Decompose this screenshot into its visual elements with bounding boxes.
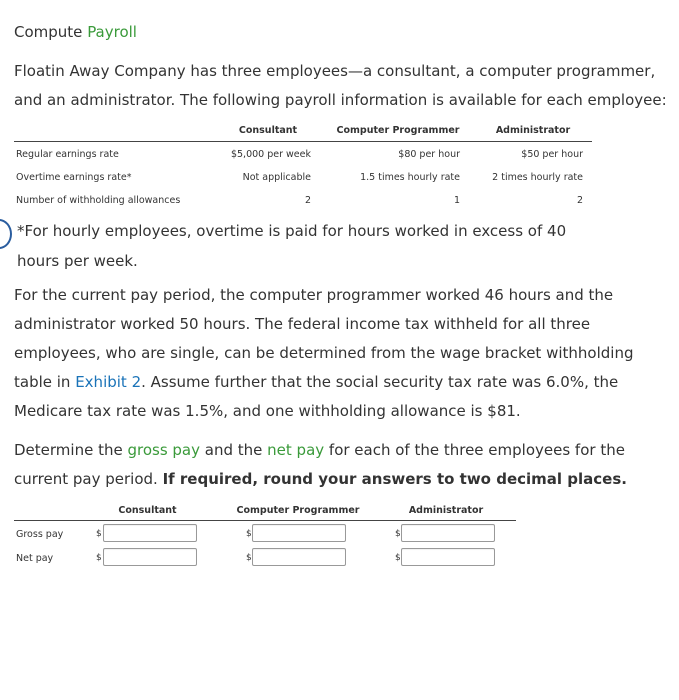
title-prefix: Compute: [14, 23, 83, 41]
footnote: *For hourly employees, overtime is paid for hours worked in excess of 40 hours per week.: [17, 222, 567, 270]
page-title: [14, 23, 137, 41]
details-paragraph: [14, 281, 676, 426]
circle-marker-icon: [0, 219, 12, 249]
instruction-text-3: for each of the three employees for the current pay period.: [14, 441, 625, 488]
cell-consultant-overtime: Not applicable: [242, 172, 311, 183]
rounding-note: If required, round your answers to two decimal places.: [162, 470, 627, 488]
currency-symbol: $: [395, 553, 401, 563]
intro-paragraph: Floatin Away Company has three employees—a consultant, a computer programmer, and an administrator. The following payroll information is available for each employee:: [14, 62, 667, 109]
currency-symbol: $: [395, 529, 401, 539]
row-label-allowances: Number of withholding allowances: [16, 195, 181, 206]
instruction-text-2: and the: [200, 441, 268, 459]
col-header-consultant: Consultant: [238, 125, 298, 136]
exhibit-link[interactable]: Exhibit 2: [75, 373, 142, 391]
row-label-overtime-rate: Overtime earnings rate*: [16, 172, 132, 183]
title-keyword[interactable]: Payroll: [87, 23, 137, 41]
gross-pay-keyword[interactable]: gross pay: [127, 441, 200, 459]
currency-symbol: $: [96, 553, 102, 563]
gross-pay-consultant-input[interactable]: [103, 524, 197, 542]
cell-administrator-allowances: 2: [576, 195, 583, 206]
instruction-paragraph: [14, 436, 676, 494]
cell-consultant-allowances: 2: [304, 195, 311, 206]
answer-header-rule: [14, 520, 516, 521]
answer-col-header-administrator: Administrator: [408, 505, 484, 516]
currency-symbol: $: [96, 529, 102, 539]
details-text-2: . Assume further that the social security tax rate was 6.0%, the Medicare tax rate was 1.5%, and one withholding allowance is $81.: [14, 373, 619, 420]
instruction-text-1: Determine the: [14, 441, 128, 459]
currency-symbol: $: [246, 553, 252, 563]
gross-pay-administrator-input[interactable]: [401, 524, 495, 542]
net-pay-administrator-input[interactable]: [401, 548, 495, 566]
cell-programmer-overtime: 1.5 times hourly rate: [360, 172, 460, 183]
answer-col-header-consultant: Consultant: [118, 505, 177, 516]
table-header-rule: [14, 141, 592, 142]
cell-administrator-overtime: 2 times hourly rate: [492, 172, 583, 183]
gross-pay-label: Gross pay: [16, 529, 64, 540]
col-header-programmer: Computer Programmer: [336, 125, 460, 136]
cell-consultant-regular: $5,000 per week: [230, 149, 311, 160]
col-header-administrator: Administrator: [495, 125, 571, 136]
cell-programmer-regular: $80 per hour: [398, 149, 460, 160]
row-label-regular-rate: Regular earnings rate: [16, 149, 119, 160]
net-pay-label: Net pay: [16, 553, 54, 564]
net-pay-consultant-input[interactable]: [103, 548, 197, 566]
answer-col-header-programmer: Computer Programmer: [236, 505, 360, 516]
net-pay-keyword[interactable]: net pay: [267, 441, 325, 459]
gross-pay-programmer-input[interactable]: [252, 524, 346, 542]
cell-programmer-allowances: 1: [453, 195, 460, 206]
net-pay-programmer-input[interactable]: [252, 548, 346, 566]
cell-administrator-regular: $50 per hour: [521, 149, 583, 160]
currency-symbol: $: [246, 529, 252, 539]
details-text-1: For the current pay period, the computer programmer worked 46 hours and the administrator worked 50 hours. The federal income tax withheld for all three employees, who are single, can be determined from the wage bracket withholding table in: [14, 286, 634, 391]
